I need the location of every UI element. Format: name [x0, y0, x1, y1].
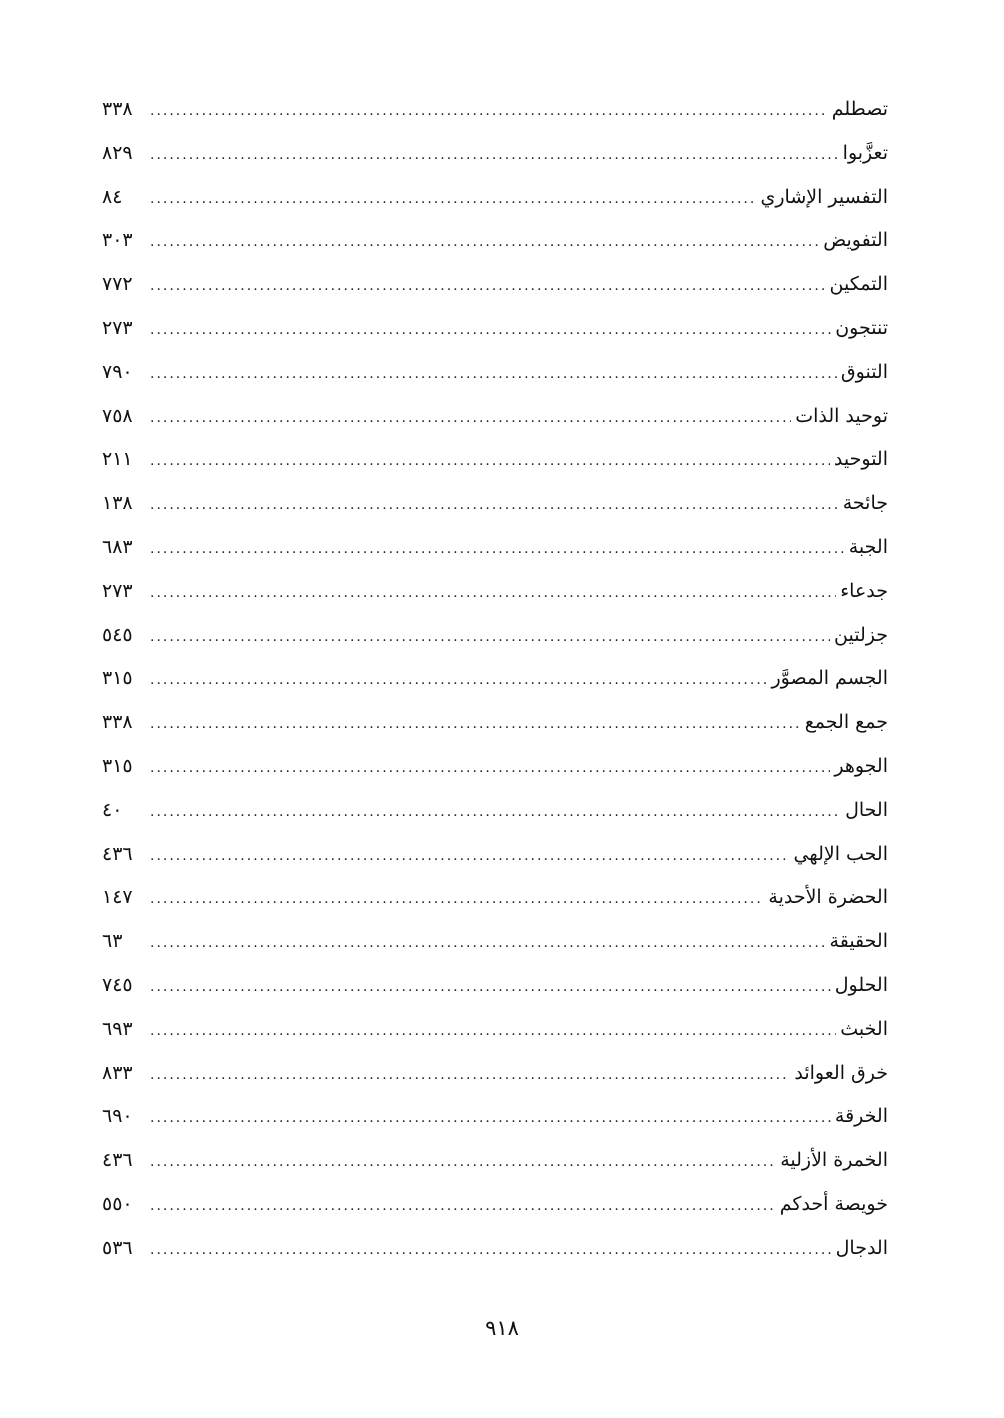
index-page-ref: ٨٢٩: [102, 141, 133, 164]
index-term: جمع الجمع: [804, 711, 888, 734]
index-entry: [102, 438, 888, 482]
index-term: تعزَّبوا: [842, 141, 888, 164]
index-entry: [102, 1227, 888, 1271]
index-entry: [102, 132, 888, 176]
dot-leader: [150, 397, 791, 441]
index-term: التنوق: [840, 360, 888, 383]
index-term: الحال: [845, 798, 888, 821]
index-entry: [102, 176, 888, 220]
index-page-ref: ٢٧٣: [102, 579, 133, 602]
index-page-ref: ٥٥٠: [102, 1192, 133, 1215]
dot-leader: [150, 922, 826, 966]
index-page-ref: ٥٣٦: [102, 1236, 133, 1259]
dot-leader: [150, 353, 837, 397]
index-page-ref: ٣٣٨: [102, 98, 133, 120]
index-entry: [102, 1052, 888, 1096]
index-term: الدجال: [835, 1236, 888, 1259]
index-term: الحقيقة: [829, 930, 888, 953]
index-entry: [102, 482, 888, 526]
index-page-ref: ٧٧٢: [102, 273, 133, 296]
index-page-ref: ٦٨٣: [102, 535, 133, 558]
index-term: التفسير الإشاري: [760, 185, 888, 208]
dot-leader: [150, 1185, 776, 1229]
index-entry: [102, 833, 888, 877]
index-page-ref: ٤٠: [102, 798, 123, 821]
index-term: التفويض: [823, 229, 888, 252]
index-term: جدعاء: [840, 579, 888, 602]
dot-leader: [150, 1229, 832, 1273]
index-page-ref: ١٤٧: [102, 886, 133, 909]
index-entry: [102, 88, 888, 132]
dot-leader: [150, 572, 836, 616]
dot-leader: [150, 966, 831, 1010]
index-term: جزلتين: [834, 623, 888, 646]
index-page-ref: ٨٤: [102, 185, 123, 208]
index-page-ref: ٨٣٣: [102, 1061, 133, 1084]
index-term: خويصة أحدكم: [779, 1192, 888, 1215]
index-page-ref: ٧٥٨: [102, 404, 133, 427]
dot-leader: [150, 440, 830, 484]
index-page-ref: ٣٣٨: [102, 711, 133, 734]
index-entry: [102, 395, 888, 439]
index-entry: [102, 526, 888, 570]
dot-leader: [150, 835, 789, 879]
dot-leader: [150, 878, 764, 922]
dot-leader: [150, 659, 768, 703]
dot-leader: [150, 791, 841, 835]
index-page-ref: ٦٩٠: [102, 1105, 133, 1128]
index-term: توحيد الذات: [795, 404, 888, 427]
index-entry: [102, 876, 888, 920]
index-entry: [102, 1183, 888, 1227]
dot-leader: [150, 528, 845, 572]
index-page-ref: ٣٠٣: [102, 229, 133, 252]
index-entry: [102, 657, 888, 701]
index-page-ref: ٦٣: [102, 930, 123, 953]
index-term: الخرقة: [834, 1105, 888, 1128]
index-term: خرق العوائد: [794, 1061, 888, 1084]
index-page-ref: ٢١١: [102, 448, 133, 471]
index-page-ref: ٢٧٣: [102, 316, 133, 339]
index-page-ref: ٧٩٠: [102, 360, 133, 383]
page-number: ٩١٨: [485, 1316, 519, 1340]
dot-leader: [150, 221, 819, 265]
index-entry: [102, 219, 888, 263]
index-list: [102, 88, 888, 1271]
dot-leader: [150, 703, 801, 747]
index-entry: [102, 1095, 888, 1139]
index-term: تنتجون: [835, 316, 888, 339]
dot-leader: [150, 484, 839, 528]
index-term: الجوهر: [834, 754, 888, 777]
dot-leader: [150, 134, 839, 178]
index-entry: [102, 701, 888, 745]
index-entry: [102, 263, 888, 307]
dot-leader: [150, 1010, 836, 1054]
index-entry: [102, 920, 888, 964]
dot-leader: [150, 90, 828, 134]
index-term: تصطلم: [831, 98, 888, 120]
dot-leader: [150, 1141, 776, 1185]
dot-leader: [150, 616, 830, 660]
index-term: التمكين: [829, 273, 888, 296]
index-term: جائحة: [842, 492, 888, 515]
index-page-ref: ٣١٥: [102, 667, 133, 690]
index-entry: [102, 1008, 888, 1052]
index-term: التوحيد: [833, 448, 888, 471]
index-page-ref: ٤٣٦: [102, 1149, 133, 1172]
index-entry: [102, 570, 888, 614]
index-page-ref: ٤٣٦: [102, 842, 133, 865]
dot-leader: [150, 309, 831, 353]
index-term: الحب الإلهي: [793, 842, 888, 865]
dot-leader: [150, 1054, 790, 1098]
index-entry: [102, 351, 888, 395]
dot-leader: [150, 265, 826, 309]
index-entry: [102, 789, 888, 833]
index-term: الحضرة الأحدية: [768, 886, 888, 909]
dot-leader: [150, 747, 830, 791]
index-page-ref: ٥٤٥: [102, 623, 133, 646]
dot-leader: [150, 1097, 831, 1141]
index-page-ref: ٦٩٣: [102, 1017, 133, 1040]
index-term: الجبة: [848, 535, 888, 558]
index-page-ref: ٣١٥: [102, 754, 133, 777]
index-entry: [102, 307, 888, 351]
index-entry: [102, 964, 888, 1008]
index-entry: [102, 1139, 888, 1183]
index-page-ref: ٧٤٥: [102, 973, 133, 996]
index-term: الجسم المصوَّر: [771, 667, 888, 690]
index-term: الخمرة الأزلية: [780, 1149, 888, 1172]
index-entry: [102, 745, 888, 789]
index-term: الحلول: [834, 973, 888, 996]
dot-leader: [150, 178, 757, 222]
index-entry: [102, 614, 888, 658]
index-term: الخبث: [840, 1017, 888, 1040]
index-page-ref: ١٣٨: [102, 492, 133, 515]
